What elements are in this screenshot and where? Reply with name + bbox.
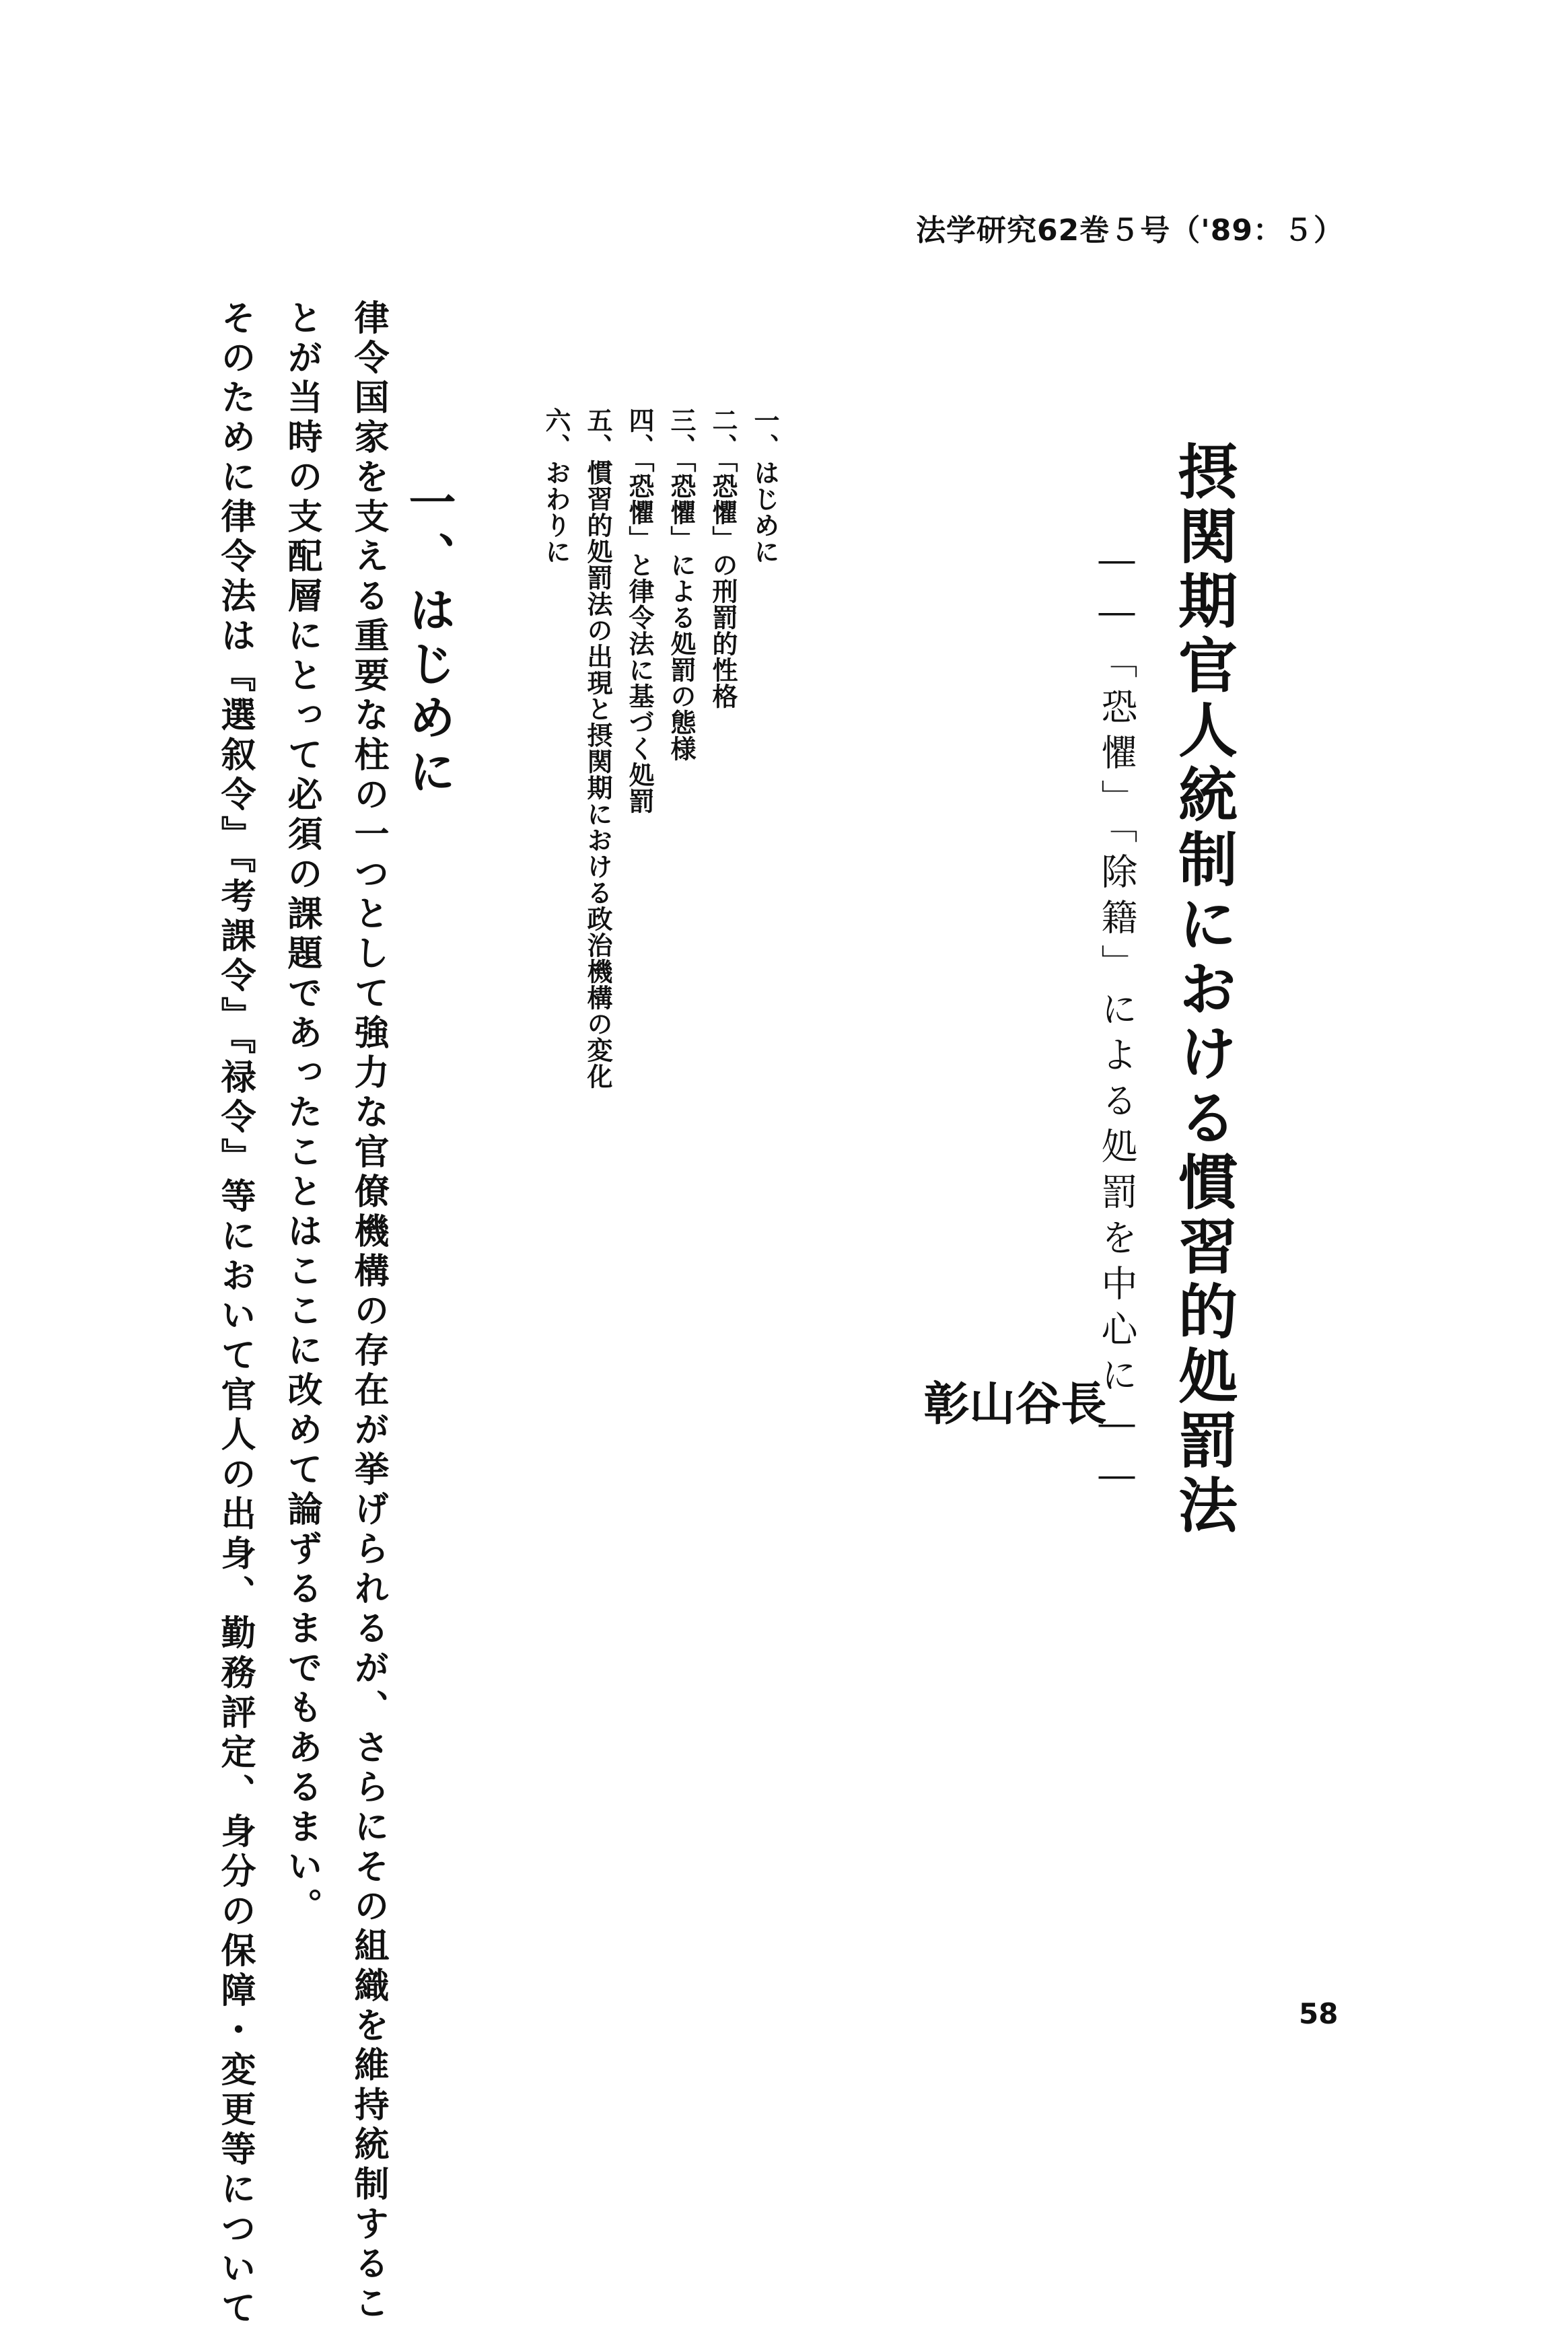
author-name <box>916 1380 1107 1627</box>
toc-item: 三、「恐懼」による処罰の態様 <box>666 407 697 762</box>
toc-item: 四、「恐懼」と律令法に基づく処罰 <box>625 407 655 814</box>
toc-item: 二、「恐懼」の刑罰的性格 <box>708 407 738 709</box>
author-char: 長 <box>1053 1380 1107 1425</box>
toc-item: 五、慣習的処罰法の出現と摂関期における政治機構の変化 <box>583 407 613 1089</box>
journal-header: 法学研究62巻５号（'89：５） <box>916 213 1344 248</box>
table-of-contents <box>535 407 785 1147</box>
author-char: 山 <box>962 1380 1015 1425</box>
author-char: 彰 <box>916 1380 970 1425</box>
body-text <box>202 299 402 2329</box>
article-title: 摂関期官人統制における慣習的処罰法 <box>1169 441 1239 1539</box>
toc-item: 一、はじめに <box>750 407 780 565</box>
toc-item: 六、おわりに <box>541 407 571 565</box>
body-column: 律令国家を支える重要な柱の一つとして強力な官僚機構の存在が挙げられるが、さらにその組織を維持統制するこ <box>348 299 389 2324</box>
body-column: そのために律令法は『選叙令』『考課令』『禄令』等において官人の出身、勤務評定、身分の保障・変更等について <box>215 299 256 2329</box>
article-subtitle: ――「恐懼」「除籍」による処罰を中心に―― <box>1096 538 1138 1505</box>
section-heading: 一、はじめに <box>401 478 457 801</box>
author-char: 谷 <box>1007 1380 1061 1425</box>
page-number: 58 <box>1299 1997 1339 2030</box>
body-column: とが当時の支配層にとって必須の課題であったことはここに改めて論ずるまでもあるまい。 <box>281 299 322 1927</box>
